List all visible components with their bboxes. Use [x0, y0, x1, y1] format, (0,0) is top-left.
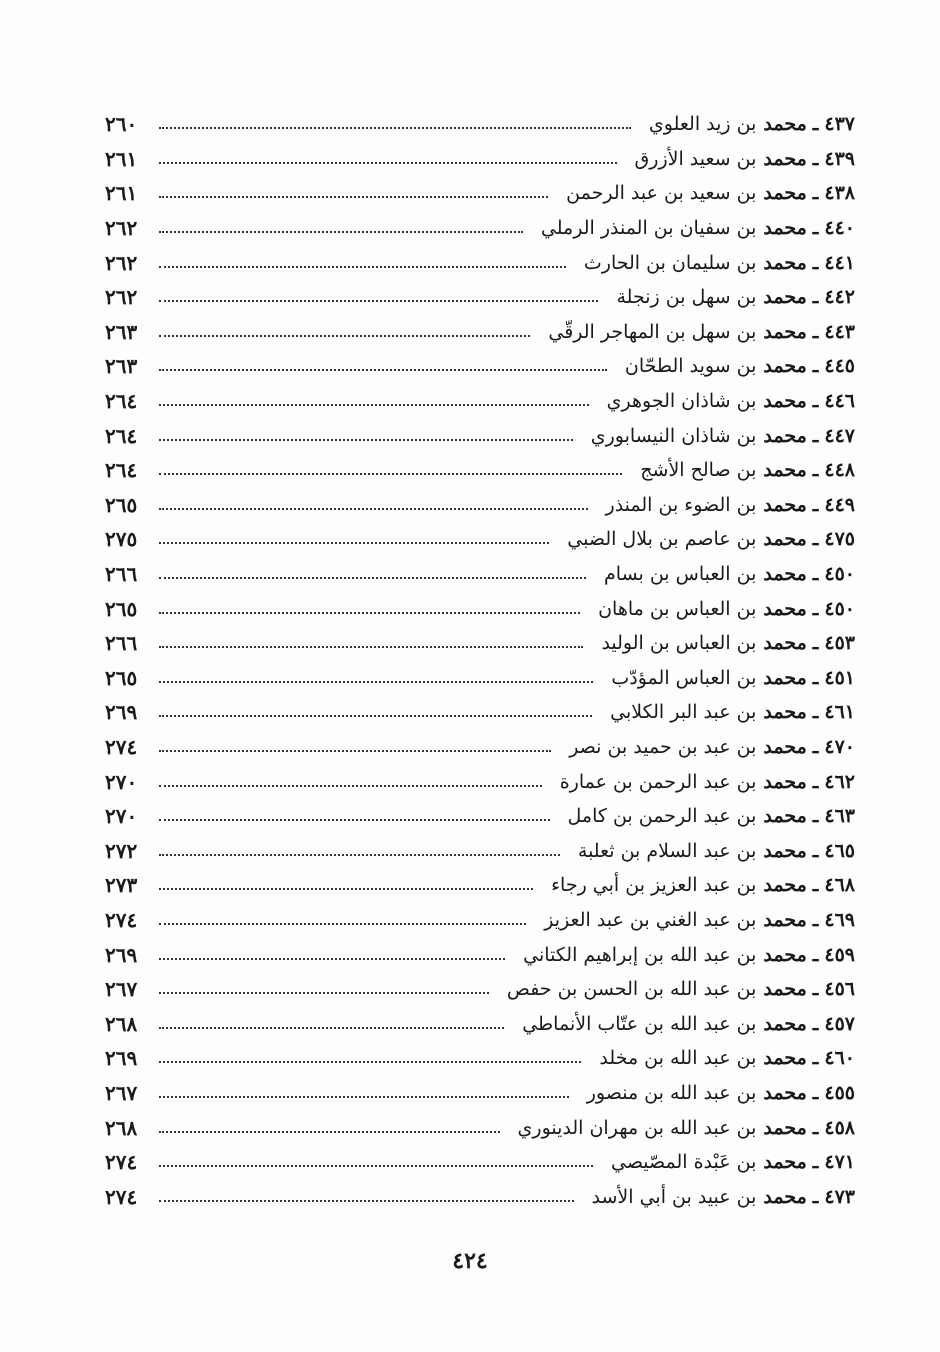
entry-number: ٤٧٠ [824, 735, 855, 758]
entry-number: ٤٥٣ [824, 632, 855, 655]
entry-name-rest: بن العباس بن الوليد [601, 632, 757, 655]
index-entry [105, 384, 855, 419]
dot-leader [159, 369, 607, 371]
entry-name-rest: بن عبد الغني بن عبد العزيز [544, 908, 757, 931]
entry-number: ٤٣٧ [824, 113, 855, 136]
entry-number: ٤٥٠ [824, 563, 855, 586]
entry-separator: ـ [812, 632, 819, 655]
dot-leader [159, 196, 548, 198]
entry-name-rest: بن سفيان بن المنذر الرملي [540, 217, 757, 240]
entry-number: ٤٦٢ [824, 770, 855, 793]
entry-number: ٤٤٣ [824, 320, 855, 343]
index-entry [105, 1179, 855, 1214]
entry-page-ref: ٢٧٤ [105, 734, 138, 759]
entry-separator: ـ [812, 908, 819, 931]
dot-leader [159, 266, 566, 268]
entry-page-ref: ٢٦٤ [105, 458, 138, 483]
entry-first-name: محمد [763, 1012, 807, 1035]
entry-name-rest: بن العباس بن ماهان [598, 597, 757, 620]
entry-first-name: محمد [763, 1185, 807, 1208]
entry-name-rest: بن شاذان النيسابوري [590, 424, 757, 447]
entry-page-ref: ٢٦١ [105, 146, 138, 171]
entry-separator: ـ [812, 874, 819, 897]
entry-page-ref: ٢٧٢ [105, 838, 138, 863]
entry-name-rest: بن صالح الأشج [640, 459, 757, 482]
index-entry [105, 107, 855, 142]
entry-page-ref: ٢٧٠ [105, 804, 138, 829]
entry-separator: ـ [812, 1012, 819, 1035]
entry-name-rest: بن سليمان بن الحارث [583, 251, 757, 274]
entry-separator: ـ [812, 1116, 819, 1139]
dot-leader [159, 1200, 574, 1202]
index-entry [105, 315, 855, 350]
dot-leader [159, 1131, 500, 1133]
entry-separator: ـ [812, 493, 819, 516]
page-number: ٤٢٤ [452, 1248, 488, 1274]
dot-leader [159, 300, 598, 302]
entry-separator: ـ [812, 251, 819, 274]
entry-separator: ـ [812, 182, 819, 205]
index-entry [105, 937, 855, 972]
entry-page-ref: ٢٦٨ [105, 1115, 138, 1140]
index-entry [105, 1076, 855, 1111]
entry-first-name: محمد [763, 874, 807, 897]
entry-separator: ـ [812, 770, 819, 793]
entry-number: ٤٤٩ [824, 493, 855, 516]
index-entry [105, 591, 855, 626]
dot-leader [159, 819, 550, 821]
entry-number: ٤٦٥ [824, 839, 855, 862]
index-entry [105, 626, 855, 661]
dot-leader [159, 127, 631, 129]
entry-name-rest: بن عبد الله بن إبراهيم الكتاني [523, 943, 757, 966]
dot-leader [159, 923, 526, 925]
entry-first-name: محمد [763, 978, 807, 1001]
entry-name-rest: بن سهل بن المهاجر الرقّي [548, 320, 757, 343]
index-entry [105, 349, 855, 384]
index-entry [105, 903, 855, 938]
entry-page-ref: ٢٧٠ [105, 769, 138, 794]
entry-page-ref: ٢٦٩ [105, 1046, 138, 1071]
entry-separator: ـ [812, 113, 819, 136]
entry-page-ref: ٢٦٣ [105, 319, 138, 344]
entry-page-ref: ٢٦٨ [105, 1011, 138, 1036]
entry-name-rest: بن عبيد بن أبي الأسد [591, 1185, 757, 1208]
entry-separator: ـ [812, 1047, 819, 1070]
entry-number: ٤٤٠ [824, 217, 855, 240]
index-entry [105, 833, 855, 868]
entry-first-name: محمد [763, 563, 807, 586]
entry-first-name: محمد [763, 113, 807, 136]
entry-separator: ـ [812, 943, 819, 966]
dot-leader [159, 750, 551, 752]
index-entry [105, 453, 855, 488]
entry-first-name: محمد [763, 459, 807, 482]
entry-page-ref: ٢٦٢ [105, 216, 138, 241]
entry-number: ٤٧٣ [824, 1185, 855, 1208]
dot-leader [159, 162, 617, 164]
entry-page-ref: ٢٦١ [105, 181, 138, 206]
dot-leader [159, 646, 583, 648]
entry-name-rest: بن عبد السلام بن ثعلبة [577, 839, 757, 862]
entry-number: ٤٤٧ [824, 424, 855, 447]
entry-name-rest: بن سويد الطحّان [624, 355, 757, 378]
entry-number: ٤٦١ [824, 701, 855, 724]
index-entry [105, 245, 855, 280]
entry-number: ٤٥٥ [824, 1081, 855, 1104]
entry-page-ref: ٢٧٤ [105, 907, 138, 932]
entry-page-ref: ٢٦٣ [105, 354, 138, 379]
entry-number: ٤٤٥ [824, 355, 855, 378]
dot-leader [159, 577, 586, 579]
entry-page-ref: ٢٦٧ [105, 1080, 138, 1105]
entry-name-rest: بن عَبْدة المصّيصي [610, 1151, 757, 1174]
entry-separator: ـ [812, 735, 819, 758]
entry-number: ٤٣٨ [824, 182, 855, 205]
dot-leader [159, 508, 588, 510]
entry-first-name: محمد [763, 1116, 807, 1139]
entry-name-rest: بن سهل بن زنجلة [616, 286, 757, 309]
entry-name-rest: بن شاذان الجوهري [606, 390, 757, 413]
entry-page-ref: ٢٦٤ [105, 423, 138, 448]
entry-number: ٤٦٨ [824, 874, 855, 897]
index-entry [105, 1145, 855, 1180]
dot-leader [159, 231, 523, 233]
dot-leader [159, 681, 593, 683]
entry-first-name: محمد [763, 908, 807, 931]
entry-name-rest: بن سعيد الأزرق [634, 147, 757, 170]
index-entry [105, 488, 855, 523]
entry-first-name: محمد [763, 770, 807, 793]
entry-number: ٤٥٩ [824, 943, 855, 966]
index-entry [105, 142, 855, 177]
dot-leader [159, 992, 489, 994]
index-entry [105, 418, 855, 453]
dot-leader [159, 1027, 504, 1029]
entry-separator: ـ [812, 147, 819, 170]
entry-separator: ـ [812, 424, 819, 447]
index-entry [105, 730, 855, 765]
entry-number: ٤٤١ [824, 251, 855, 274]
index-entry [105, 799, 855, 834]
entry-first-name: محمد [763, 147, 807, 170]
dot-leader [159, 612, 580, 614]
entry-separator: ـ [812, 459, 819, 482]
dot-leader [159, 785, 542, 787]
entry-page-ref: ٢٧٣ [105, 873, 138, 898]
entry-separator: ـ [812, 390, 819, 413]
index-entry [105, 868, 855, 903]
entry-name-rest: بن عبد الله بن الحسن بن حفص [506, 978, 757, 1001]
index-entry [105, 1110, 855, 1145]
dot-leader [159, 888, 533, 890]
dot-leader [159, 1096, 569, 1098]
index-entry [105, 211, 855, 246]
entry-name-rest: بن عبد بن حميد بن نصر [569, 735, 757, 758]
entry-first-name: محمد [763, 701, 807, 724]
entry-name-rest: بن سعيد بن عبد الرحمن [566, 182, 757, 205]
entry-page-ref: ٢٦٥ [105, 596, 138, 621]
index-entry [105, 972, 855, 1007]
entry-number: ٤٤٢ [824, 286, 855, 309]
entry-separator: ـ [812, 320, 819, 343]
entry-first-name: محمد [763, 424, 807, 447]
entry-page-ref: ٢٦٩ [105, 942, 138, 967]
entry-separator: ـ [812, 978, 819, 1001]
entry-number: ٤٦٠ [824, 1047, 855, 1070]
entry-separator: ـ [812, 1151, 819, 1174]
entry-page-ref: ٢٧٤ [105, 1184, 138, 1209]
entry-first-name: محمد [763, 390, 807, 413]
index-list [105, 107, 855, 1214]
index-entry [105, 1041, 855, 1076]
entry-separator: ـ [812, 286, 819, 309]
entry-number: ٤٥١ [824, 666, 855, 689]
entry-page-ref: ٢٦٠ [105, 112, 138, 137]
entry-name-rest: بن عبد الرحمن بن عمارة [559, 770, 757, 793]
entry-number: ٤٦٣ [824, 805, 855, 828]
entry-page-ref: ٢٦٩ [105, 700, 138, 725]
entry-separator: ـ [812, 355, 819, 378]
entry-page-ref: ٢٦٤ [105, 389, 138, 414]
entry-page-ref: ٢٧٥ [105, 527, 138, 552]
index-entry [105, 280, 855, 315]
entry-separator: ـ [812, 528, 819, 551]
entry-first-name: محمد [763, 632, 807, 655]
dot-leader [159, 958, 505, 960]
entry-first-name: محمد [763, 805, 807, 828]
entry-separator: ـ [812, 217, 819, 240]
entry-page-ref: ٢٦٥ [105, 492, 138, 517]
dot-leader [159, 854, 560, 856]
entry-number: ٤٥٧ [824, 1012, 855, 1035]
entry-page-ref: ٢٧٤ [105, 1150, 138, 1175]
entry-first-name: محمد [763, 355, 807, 378]
entry-number: ٤٥٦ [824, 978, 855, 1001]
index-entry [105, 522, 855, 557]
dot-leader [159, 542, 549, 544]
entry-separator: ـ [812, 701, 819, 724]
entry-first-name: محمد [763, 735, 807, 758]
entry-name-rest: بن عبد البر الكلابي [610, 701, 757, 724]
entry-first-name: محمد [763, 597, 807, 620]
index-entry [105, 557, 855, 592]
entry-name-rest: بن عبد الرحمن بن كامل [567, 805, 757, 828]
entry-number: ٤٧١ [824, 1151, 855, 1174]
entry-page-ref: ٢٦٦ [105, 562, 138, 587]
entry-first-name: محمد [763, 1081, 807, 1104]
entry-page-ref: ٢٦٦ [105, 631, 138, 656]
entry-first-name: محمد [763, 217, 807, 240]
entry-name-rest: بن العباس المؤدّب [611, 666, 757, 689]
entry-page-ref: ٢٦٢ [105, 285, 138, 310]
dot-leader [159, 473, 622, 475]
entry-name-rest: بن عبد الله بن عتّاب الأنماطي [522, 1012, 757, 1035]
dot-leader [159, 1061, 581, 1063]
entry-number: ٤٤٨ [824, 459, 855, 482]
entry-separator: ـ [812, 1081, 819, 1104]
entry-first-name: محمد [763, 1047, 807, 1070]
entry-number: ٤٥٨ [824, 1116, 855, 1139]
entry-number: ٤٧٥ [824, 528, 855, 551]
entry-first-name: محمد [763, 666, 807, 689]
entry-separator: ـ [812, 839, 819, 862]
entry-name-rest: بن عبد الله بن مهران الدينوري [517, 1116, 757, 1139]
entry-page-ref: ٢٦٢ [105, 250, 138, 275]
entry-number: ٤٥٠ [824, 597, 855, 620]
entry-separator: ـ [812, 563, 819, 586]
entry-first-name: محمد [763, 286, 807, 309]
entry-number: ٤٣٩ [824, 147, 855, 170]
index-entry [105, 695, 855, 730]
entry-first-name: محمد [763, 943, 807, 966]
entry-number: ٤٦٩ [824, 908, 855, 931]
entry-page-ref: ٢٦٥ [105, 665, 138, 690]
index-entry [105, 176, 855, 211]
entry-first-name: محمد [763, 320, 807, 343]
entry-separator: ـ [812, 597, 819, 620]
entry-separator: ـ [812, 805, 819, 828]
entry-name-rest: بن عبد الله بن مخلد [599, 1047, 757, 1070]
entry-separator: ـ [812, 1185, 819, 1208]
index-entry [105, 1006, 855, 1041]
index-entry [105, 661, 855, 696]
dot-leader [159, 439, 573, 441]
entry-name-rest: بن عاصم بن بلال الضبي [567, 528, 757, 551]
entry-name-rest: بن الضوء بن المنذر [605, 493, 757, 516]
dot-leader [159, 335, 530, 337]
entry-first-name: محمد [763, 839, 807, 862]
entry-number: ٤٤٦ [824, 390, 855, 413]
dot-leader [159, 715, 592, 717]
entry-page-ref: ٢٦٧ [105, 977, 138, 1002]
entry-first-name: محمد [763, 251, 807, 274]
dot-leader [159, 404, 589, 406]
entry-name-rest: بن عبد العزيز بن أبي رجاء [551, 874, 757, 897]
index-entry [105, 764, 855, 799]
entry-first-name: محمد [763, 528, 807, 551]
entry-name-rest: بن العباس بن بسام [604, 563, 757, 586]
entry-first-name: محمد [763, 182, 807, 205]
entry-name-rest: بن زيد العلوي [648, 113, 757, 136]
dot-leader [159, 1165, 593, 1167]
entry-separator: ـ [812, 666, 819, 689]
entry-first-name: محمد [763, 493, 807, 516]
entry-first-name: محمد [763, 1151, 807, 1174]
entry-name-rest: بن عبد الله بن منصور [586, 1081, 757, 1104]
